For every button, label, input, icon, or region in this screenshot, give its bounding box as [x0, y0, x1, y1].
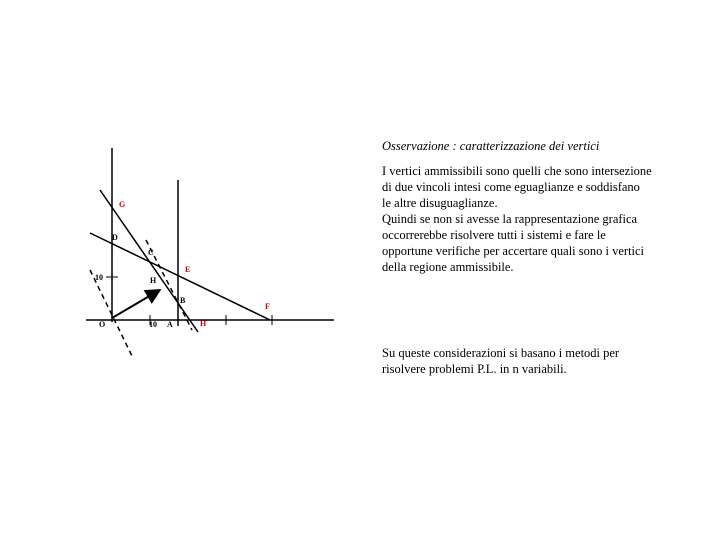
x-tick-label: 10 [149, 320, 157, 329]
point-label-g: G [119, 200, 126, 209]
y-tick-label: 10 [95, 273, 103, 282]
point-label-d: D [112, 233, 118, 242]
point-label-h-axis: H [200, 319, 207, 328]
point-label-a: A [167, 320, 173, 329]
methods-paragraph: Su queste considerazioni si basano i metodi per risolvere problemi P.L. in n variabili. [382, 346, 620, 376]
vertices-explanation-paragraph: I vertici ammissibili sono quelli che sono intersezione di due vincoli intesi come eguaglianze e soddisfano le altre disuguaglianze. Quindi se non si avesse la rappresentazione grafica occorrerebbe risolvere tutti i sistemi e fare le opportune verifiche per accertare quali sono i vertici della regione ammissibile. [382, 164, 652, 274]
point-label-o: O [99, 320, 106, 329]
dashed-level-line [90, 270, 132, 356]
gradient-arrow [112, 291, 158, 318]
point-label-f: F [265, 302, 270, 311]
point-label-e: E [185, 265, 191, 274]
point-label-b: B [180, 296, 186, 305]
point-label-c: C [148, 248, 154, 257]
point-label-h-intersection: H [150, 276, 157, 285]
observation-title: Osservazione : caratterizzazione dei vertici [382, 139, 600, 153]
